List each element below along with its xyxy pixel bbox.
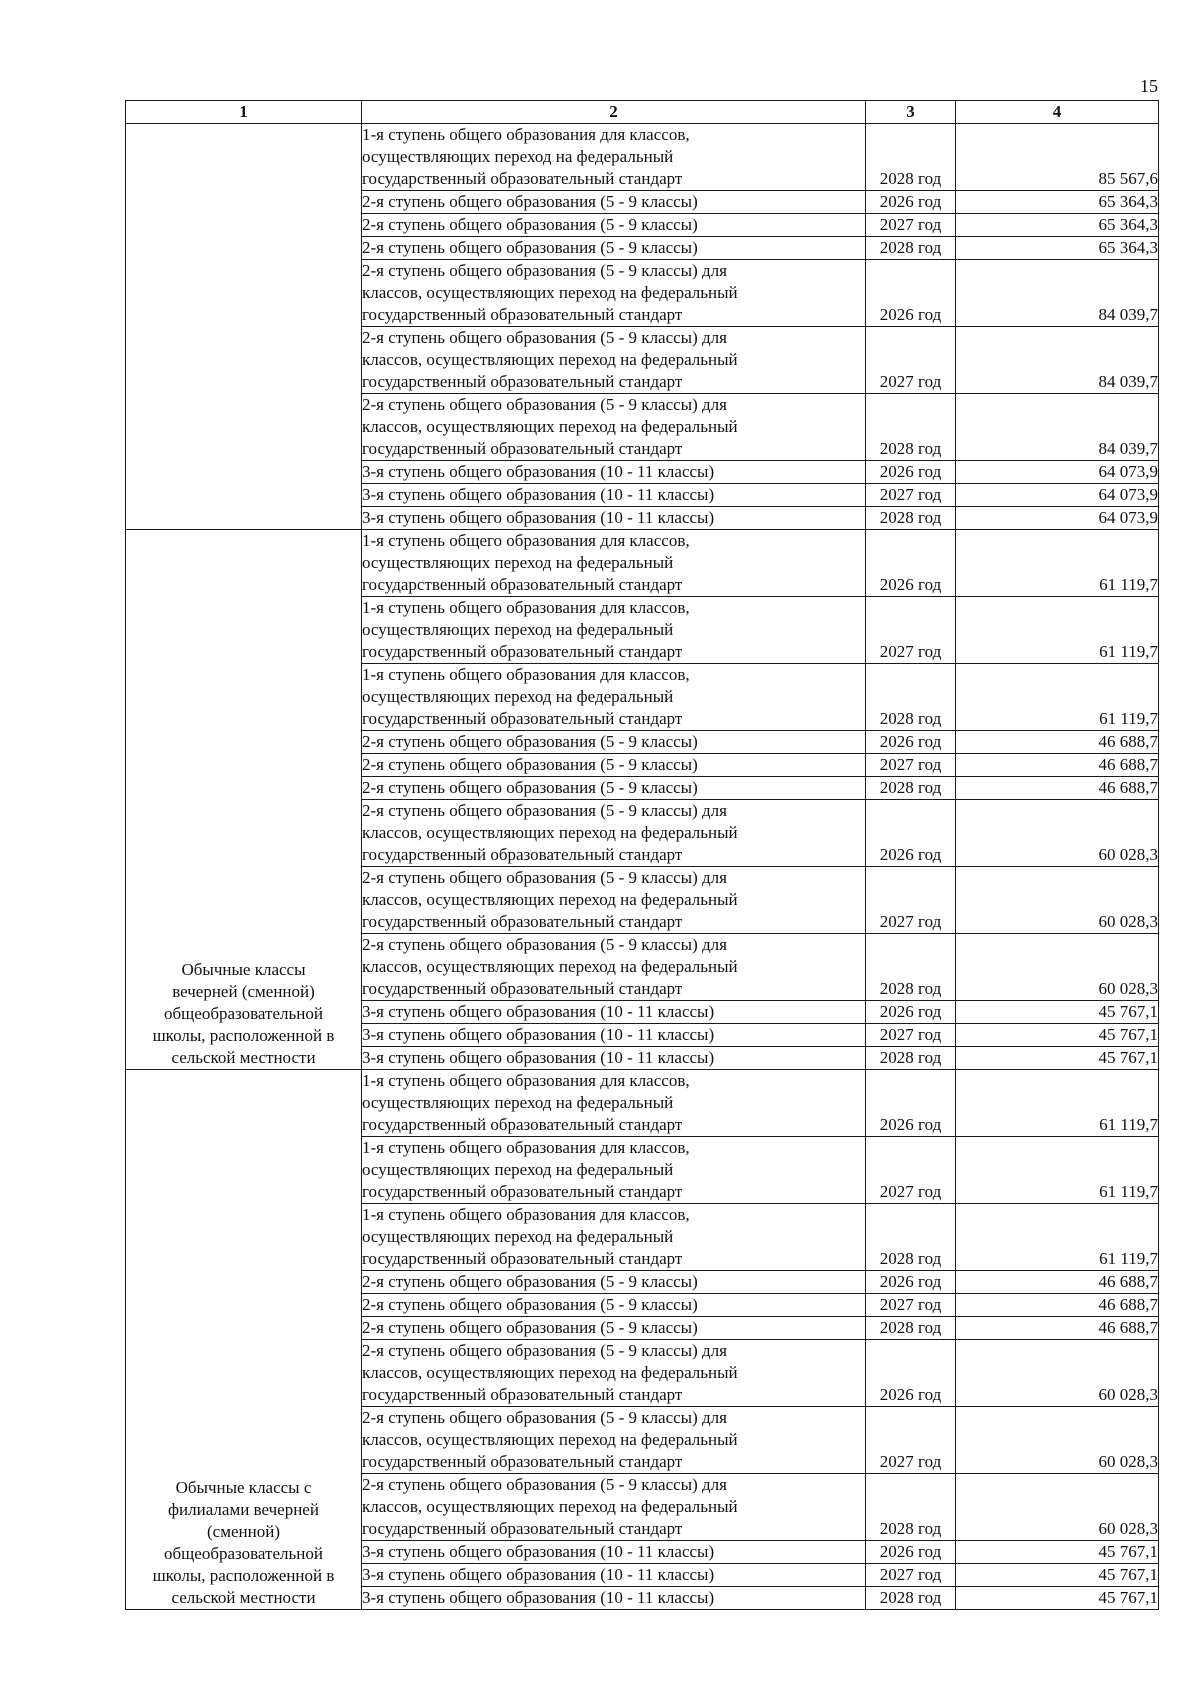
column-header-1: 1	[126, 101, 362, 124]
value-cell: 84 039,7	[956, 327, 1159, 394]
education-level-cell: 1-я ступень общего образования для классов, осуществляющих переход на федеральный государственный образовательный стандарт	[362, 124, 866, 191]
value-cell: 61 119,7	[956, 530, 1159, 597]
education-level-cell: 3-я ступень общего образования (10 - 11 классы)	[362, 1047, 866, 1070]
table-row	[126, 124, 1159, 191]
year-cell: 2027 год	[866, 214, 956, 237]
group-label-cell	[126, 124, 362, 530]
education-level-cell: 2-я ступень общего образования (5 - 9 классы)	[362, 731, 866, 754]
year-cell: 2026 год	[866, 530, 956, 597]
header-row	[126, 101, 1159, 124]
value-cell: 84 039,7	[956, 260, 1159, 327]
year-cell: 2028 год	[866, 394, 956, 461]
year-cell: 2026 год	[866, 731, 956, 754]
year-cell: 2028 год	[866, 1047, 956, 1070]
value-cell: 65 364,3	[956, 214, 1159, 237]
year-cell: 2028 год	[866, 934, 956, 1001]
education-level-cell: 1-я ступень общего образования для классов, осуществляющих переход на федеральный государственный образовательный стандарт	[362, 530, 866, 597]
year-cell: 2027 год	[866, 1407, 956, 1474]
year-cell: 2028 год	[866, 1317, 956, 1340]
year-cell: 2027 год	[866, 754, 956, 777]
value-cell: 60 028,3	[956, 867, 1159, 934]
year-cell: 2028 год	[866, 1204, 956, 1271]
value-cell: 65 364,3	[956, 237, 1159, 260]
value-cell: 46 688,7	[956, 777, 1159, 800]
education-level-cell: 3-я ступень общего образования (10 - 11 классы)	[362, 507, 866, 530]
education-level-cell: 1-я ступень общего образования для классов, осуществляющих переход на федеральный государственный образовательный стандарт	[362, 597, 866, 664]
year-cell: 2028 год	[866, 777, 956, 800]
year-cell: 2026 год	[866, 260, 956, 327]
value-cell: 61 119,7	[956, 1137, 1159, 1204]
year-cell: 2028 год	[866, 1474, 956, 1541]
education-level-cell: 3-я ступень общего образования (10 - 11 классы)	[362, 1587, 866, 1610]
year-cell: 2027 год	[866, 1024, 956, 1047]
value-cell: 45 767,1	[956, 1541, 1159, 1564]
value-cell: 64 073,9	[956, 484, 1159, 507]
education-level-cell: 3-я ступень общего образования (10 - 11 классы)	[362, 1001, 866, 1024]
year-cell: 2027 год	[866, 597, 956, 664]
year-cell: 2028 год	[866, 664, 956, 731]
value-cell: 46 688,7	[956, 1294, 1159, 1317]
value-cell: 61 119,7	[956, 597, 1159, 664]
value-cell: 60 028,3	[956, 1340, 1159, 1407]
value-cell: 46 688,7	[956, 731, 1159, 754]
page-number: 15	[1140, 76, 1158, 96]
year-cell: 2026 год	[866, 191, 956, 214]
value-cell: 60 028,3	[956, 1474, 1159, 1541]
year-cell: 2027 год	[866, 1294, 956, 1317]
year-cell: 2026 год	[866, 800, 956, 867]
education-level-cell: 2-я ступень общего образования (5 - 9 классы) для классов, осуществляющих переход на федеральный государственный образовательный стандарт	[362, 1407, 866, 1474]
value-cell: 64 073,9	[956, 507, 1159, 530]
year-cell: 2026 год	[866, 461, 956, 484]
year-cell: 2026 год	[866, 1271, 956, 1294]
table-row	[126, 530, 1159, 597]
value-cell: 45 767,1	[956, 1587, 1159, 1610]
education-level-cell: 2-я ступень общего образования (5 - 9 классы)	[362, 1294, 866, 1317]
education-level-cell: 3-я ступень общего образования (10 - 11 классы)	[362, 484, 866, 507]
education-level-cell: 2-я ступень общего образования (5 - 9 классы)	[362, 191, 866, 214]
value-cell: 61 119,7	[956, 664, 1159, 731]
column-header-2: 2	[362, 101, 866, 124]
education-level-cell: 2-я ступень общего образования (5 - 9 классы) для классов, осуществляющих переход на федеральный государственный образовательный стандарт	[362, 327, 866, 394]
year-cell: 2026 год	[866, 1001, 956, 1024]
education-level-cell: 2-я ступень общего образования (5 - 9 классы)	[362, 1271, 866, 1294]
year-cell: 2026 год	[866, 1541, 956, 1564]
group-label-cell	[126, 530, 362, 1070]
year-cell: 2028 год	[866, 1587, 956, 1610]
value-cell: 64 073,9	[956, 461, 1159, 484]
value-cell: 46 688,7	[956, 1317, 1159, 1340]
education-level-cell: 3-я ступень общего образования (10 - 11 классы)	[362, 1564, 866, 1587]
year-cell: 2028 год	[866, 124, 956, 191]
year-cell: 2028 год	[866, 237, 956, 260]
education-level-cell: 1-я ступень общего образования для классов, осуществляющих переход на федеральный государственный образовательный стандарт	[362, 664, 866, 731]
value-cell: 45 767,1	[956, 1024, 1159, 1047]
education-level-cell: 2-я ступень общего образования (5 - 9 классы) для классов, осуществляющих переход на федеральный государственный образовательный стандарт	[362, 934, 866, 1001]
value-cell: 46 688,7	[956, 1271, 1159, 1294]
value-cell: 60 028,3	[956, 934, 1159, 1001]
education-level-cell: 2-я ступень общего образования (5 - 9 классы) для классов, осуществляющих переход на федеральный государственный образовательный стандарт	[362, 1474, 866, 1541]
education-level-cell: 2-я ступень общего образования (5 - 9 классы)	[362, 777, 866, 800]
value-cell: 61 119,7	[956, 1070, 1159, 1137]
year-cell: 2027 год	[866, 484, 956, 507]
column-header-4: 4	[956, 101, 1159, 124]
education-level-cell: 2-я ступень общего образования (5 - 9 классы)	[362, 237, 866, 260]
education-level-cell: 3-я ступень общего образования (10 - 11 классы)	[362, 1541, 866, 1564]
education-level-cell: 2-я ступень общего образования (5 - 9 классы) для классов, осуществляющих переход на федеральный государственный образовательный стандарт	[362, 260, 866, 327]
education-level-cell: 2-я ступень общего образования (5 - 9 классы) для классов, осуществляющих переход на федеральный государственный образовательный стандарт	[362, 1340, 866, 1407]
group-label: Обычные классы с филиалами вечерней (сменной) общеобразовательной школы, расположенной в сельской местности	[152, 1478, 335, 1607]
value-cell: 45 767,1	[956, 1001, 1159, 1024]
year-cell: 2027 год	[866, 327, 956, 394]
education-level-cell: 1-я ступень общего образования для классов, осуществляющих переход на федеральный государственный образовательный стандарт	[362, 1137, 866, 1204]
value-cell: 46 688,7	[956, 754, 1159, 777]
value-cell: 60 028,3	[956, 1407, 1159, 1474]
value-cell: 85 567,6	[956, 124, 1159, 191]
education-level-cell: 1-я ступень общего образования для классов, осуществляющих переход на федеральный государственный образовательный стандарт	[362, 1204, 866, 1271]
group-label: Обычные классы вечерней (сменной) общеобразовательной школы, расположенной в сельской местности	[152, 960, 335, 1067]
education-level-cell: 2-я ступень общего образования (5 - 9 классы)	[362, 1317, 866, 1340]
education-level-cell: 3-я ступень общего образования (10 - 11 классы)	[362, 461, 866, 484]
value-cell: 45 767,1	[956, 1564, 1159, 1587]
education-level-cell: 2-я ступень общего образования (5 - 9 классы) для классов, осуществляющих переход на федеральный государственный образовательный стандарт	[362, 867, 866, 934]
year-cell: 2027 год	[866, 1137, 956, 1204]
value-cell: 45 767,1	[956, 1047, 1159, 1070]
value-cell: 65 364,3	[956, 191, 1159, 214]
year-cell: 2026 год	[866, 1070, 956, 1137]
column-header-3: 3	[866, 101, 956, 124]
year-cell: 2028 год	[866, 507, 956, 530]
education-level-cell: 2-я ступень общего образования (5 - 9 классы)	[362, 214, 866, 237]
value-cell: 60 028,3	[956, 800, 1159, 867]
year-cell: 2026 год	[866, 1340, 956, 1407]
education-level-cell: 3-я ступень общего образования (10 - 11 классы)	[362, 1024, 866, 1047]
year-cell: 2027 год	[866, 867, 956, 934]
table-body	[126, 124, 1159, 1610]
education-level-cell: 1-я ступень общего образования для классов, осуществляющих переход на федеральный государственный образовательный стандарт	[362, 1070, 866, 1137]
value-cell: 61 119,7	[956, 1204, 1159, 1271]
education-level-cell: 2-я ступень общего образования (5 - 9 классы)	[362, 754, 866, 777]
education-level-cell: 2-я ступень общего образования (5 - 9 классы) для классов, осуществляющих переход на федеральный государственный образовательный стандарт	[362, 800, 866, 867]
tariff-table	[125, 100, 1159, 1610]
value-cell: 84 039,7	[956, 394, 1159, 461]
year-cell: 2027 год	[866, 1564, 956, 1587]
table-row	[126, 1070, 1159, 1137]
group-label-cell	[126, 1070, 362, 1610]
education-level-cell: 2-я ступень общего образования (5 - 9 классы) для классов, осуществляющих переход на федеральный государственный образовательный стандарт	[362, 394, 866, 461]
